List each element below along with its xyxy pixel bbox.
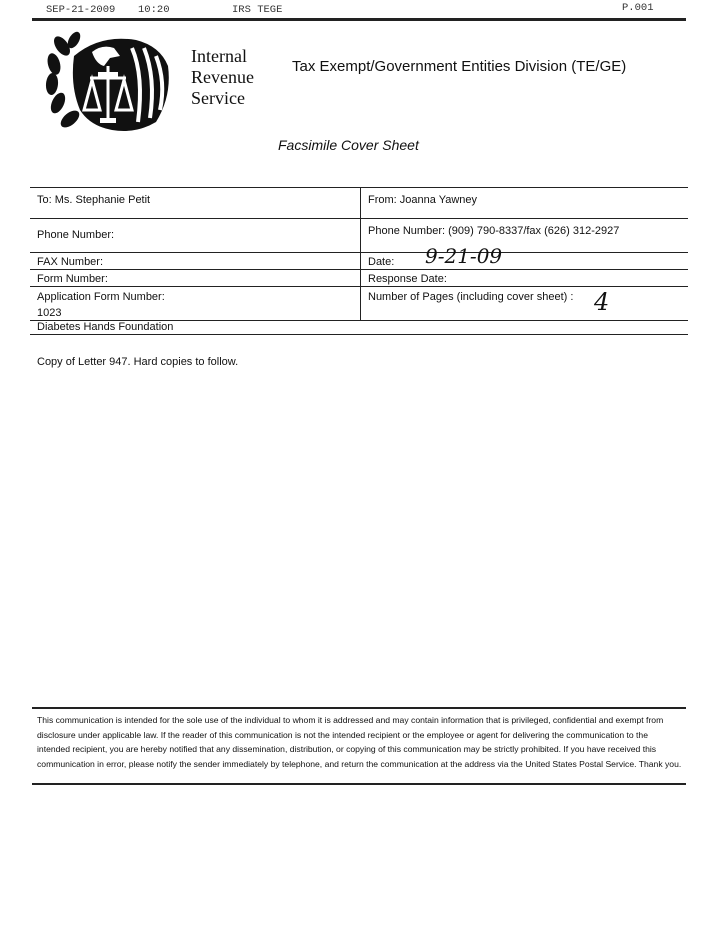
date-handwritten: 9-21-09 <box>425 244 503 268</box>
confidentiality-notice: This communication is intended for the sole use of the individual to whom it is addressed and may contain information that is privileged, confidential and exempt from disclosure under applicable law. If the reader of this communication is not the intended recipient or the employee or agent for delivering the communication to the intended recipient, you are hereby notified that any dissemination, distribution, or copying of this communication may be strictly prohibited. If you have received this communication in error, please notify the sender immediately by telephone, and return the communication at the address via the United States Postal Service. Thank you. <box>37 715 682 769</box>
pages-label: Number of Pages (including cover sheet) : <box>368 291 574 303</box>
form-rule <box>30 218 688 219</box>
disclaimer-bottom-rule <box>32 783 686 785</box>
app-form-number-value: 1023 <box>37 307 62 319</box>
fax-sender: IRS TEGE <box>232 4 283 16</box>
to-field: To: Ms. Stephanie Petit <box>37 194 151 206</box>
fax-number-field: FAX Number: <box>37 256 104 268</box>
agency-line-2: Revenue <box>191 67 254 87</box>
agency-name <box>191 46 254 109</box>
irs-eagle-logo <box>40 26 174 134</box>
form-rule <box>30 334 688 335</box>
header-rule <box>32 18 686 21</box>
disclaimer-top-rule <box>32 707 686 709</box>
fax-page: P.001 <box>622 2 654 14</box>
form-divider <box>360 187 361 320</box>
from-field: From: Joanna Yawney <box>368 194 478 206</box>
phone-right-field: Phone Number: (909) 790-8337/fax (626) 312-2927 <box>368 225 620 237</box>
fax-date: SEP-21-2009 <box>46 4 116 16</box>
pages-handwritten: 4 <box>594 288 610 316</box>
date-label: Date: <box>368 256 395 268</box>
form-rule <box>30 252 688 253</box>
agency-line-1: Internal <box>191 46 247 66</box>
form-number-field: Form Number: <box>37 273 108 285</box>
division-name: Tax Exempt/Government Entities Division (TE/GE) <box>292 58 627 75</box>
response-date-field: Response Date: <box>368 273 447 285</box>
page-title: Facsimile Cover Sheet <box>278 137 419 153</box>
agency-line-3: Service <box>191 88 245 108</box>
phone-left-field: Phone Number: <box>37 229 115 241</box>
app-form-number-label: Application Form Number: <box>37 291 165 303</box>
message-text: Copy of Letter 947. Hard copies to follow. <box>37 356 239 368</box>
form-rule <box>30 269 688 270</box>
form-rule <box>30 187 688 188</box>
organization-field: Diabetes Hands Foundation <box>37 321 174 333</box>
fax-time: 10:20 <box>138 4 170 16</box>
form-rule <box>30 286 688 287</box>
